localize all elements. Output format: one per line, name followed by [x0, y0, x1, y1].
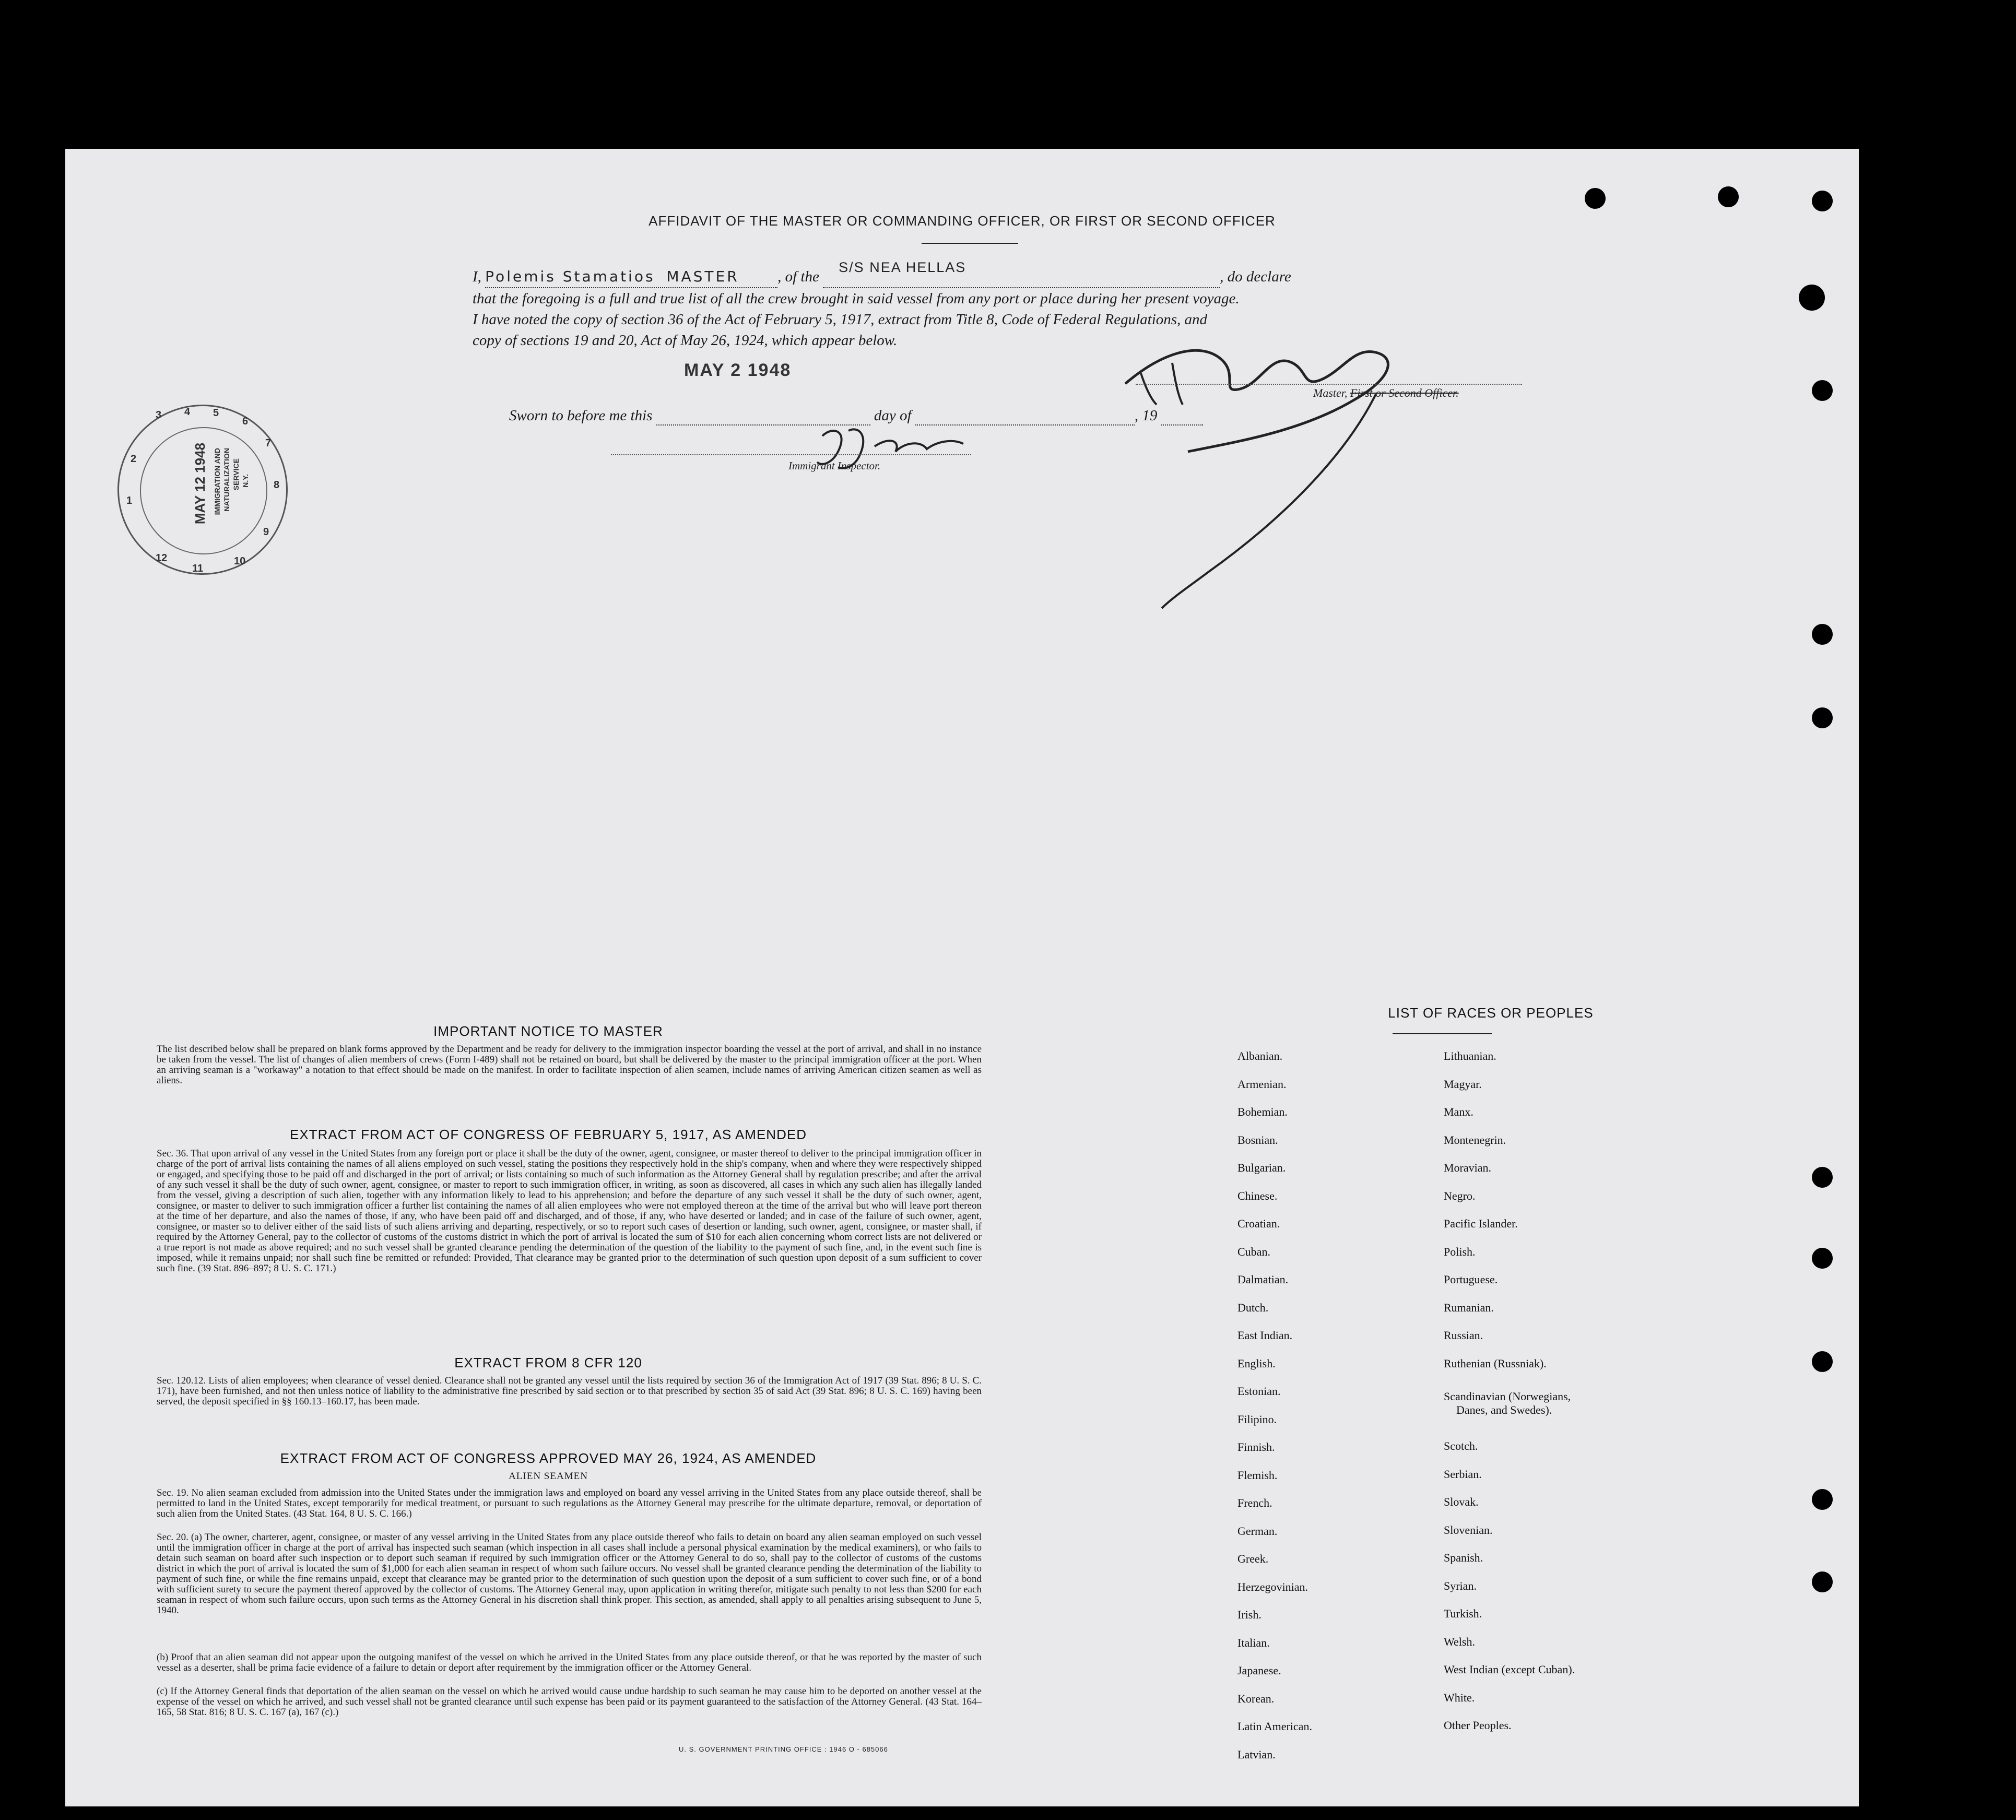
punch-hole: [1812, 380, 1833, 401]
sworn-before-text: Sworn to before me this: [509, 407, 653, 424]
extract-cfr-text: Sec. 120.12. Lists of alien employees; when clearance of vessel denied. Clearance shall not be granted any vessel until the lists required by section 36 of the Immigration Act of 1917 (39 Stat. 896; 8 U. S. C. 171), have been furnished, and not then unless notice of liability to the administrative fine prescribed by said section or to that prescribed by section 35 of said Act (39 Stat. 896; 8 U. S. C. 169) having been served, the deposit specified in §§ 160.13–160.17, has been made.: [157, 1375, 982, 1407]
race-item: Danes, and Swedes).: [1456, 1403, 1552, 1416]
do-declare-text: , do declare: [1220, 268, 1291, 285]
race-item: Polish.: [1444, 1245, 1476, 1258]
races-rule: [1393, 1033, 1492, 1034]
race-item: Portuguese.: [1444, 1273, 1498, 1286]
punch-hole: [1799, 285, 1825, 311]
extract-1917-text: Sec. 36. That upon arrival of any vessel in the United States from any foreign port or place it shall be the duty of the owner, agent, consignee, or master thereof to deliver to the principal immigration officer in charge of the port of arrival lists containing the names of all aliens employed on such vessel, stating the positions they respectively hold in the ship's company, when and where they were respectively shipped or engaged, and specifying those to be paid off and discharged in the port of arrival; or lists containing so much of such information as the Attorney General shall by regulation prescribe; and after the arrival of any such vessel it shall be the duty of such owner, agent, consignee, or master to report to such immigration officer, in writing, as soon as discovered, all cases in which any such alien has illegally landed from the vessel, giving a description of such alien, together with any information likely to lead to his apprehension; and before the departure of any such vessel it shall be the duty of such owner, agent, consignee, or master to deliver to such immigration officer a further list containing the names of all alien employees who were not employed thereon at the time of the arrival but who will leave port thereon at the time of her departure, and also the names of those, if any, who have been paid off and discharged, and of those, if any, who have deserted or landed; and in case of the failure of such owner, agent, consignee, or master so to deliver either of the said lists of such aliens arriving and departing, respectively, or so to report such cases of desertion or landing, such owner, agent, consignee, or master shall, if required by the Attorney General, pay to the collector of customs of the customs district in which the port of arrival is located the sum of $10 for each alien concerning whom correct lists are not delivered or a true report is not made as above required; and no such vessel shall be granted clearance pending the determination of the question of the liability to the payment of such fine, and, in the event such fine is imposed, while it remains unpaid; nor shall such fine be remitted or refunded: Provided, That clearance may be granted prior to the determination of such question upon deposit of a sum sufficient to cover such fine. (39 Stat. 896–897; 8 U. S. C. 171.): [157, 1148, 982, 1274]
race-item: Armenian.: [1237, 1077, 1287, 1091]
race-item: Croatian.: [1237, 1217, 1280, 1230]
race-item: Japanese.: [1237, 1664, 1281, 1677]
immigration-stamp: [117, 405, 288, 575]
punch-hole: [1812, 1489, 1833, 1510]
race-item: Flemish.: [1237, 1468, 1278, 1482]
race-item: Finnish.: [1237, 1440, 1275, 1453]
race-item: English.: [1237, 1356, 1276, 1370]
punch-hole: [1812, 1167, 1833, 1188]
races-right-column: [1444, 1049, 1715, 1747]
stamp-number: 6: [242, 416, 249, 427]
race-item: Montenegrin.: [1444, 1133, 1506, 1147]
stamp-number: 2: [131, 453, 137, 465]
stamp-number: 10: [234, 556, 246, 567]
day-of-text: day of: [874, 407, 912, 424]
punch-hole: [1812, 191, 1833, 211]
year-prefix: , 19: [1134, 407, 1158, 424]
race-item: Estonian.: [1237, 1385, 1281, 1398]
master-rank-handwritten: MASTER: [666, 268, 739, 285]
race-item: Italian.: [1237, 1636, 1270, 1649]
race-item: Korean.: [1237, 1692, 1275, 1705]
race-item: White.: [1444, 1691, 1475, 1704]
race-item: Latin American.: [1237, 1720, 1312, 1733]
race-item: Irish.: [1237, 1608, 1262, 1621]
master-signature-line: [1136, 384, 1522, 385]
stamp-number: 12: [156, 552, 168, 564]
punch-hole: [1812, 1571, 1833, 1592]
race-item: Manx.: [1444, 1105, 1473, 1118]
race-item: West Indian (except Cuban).: [1444, 1663, 1575, 1676]
punch-hole: [1812, 707, 1833, 728]
race-item: Syrian.: [1444, 1579, 1477, 1592]
race-item: Filipino.: [1237, 1412, 1277, 1426]
race-item: Serbian.: [1444, 1467, 1482, 1481]
race-item: Pacific Islander.: [1444, 1217, 1518, 1230]
race-item: Spanish.: [1444, 1551, 1483, 1564]
race-item: Herzegovinian.: [1237, 1580, 1308, 1593]
stamp-line-4: SERVICE: [232, 458, 240, 491]
struck-officer-label: First or Second Officer.: [1350, 386, 1459, 399]
master-signature: [1083, 321, 1423, 697]
race-item: Bohemian.: [1237, 1105, 1288, 1118]
alien-seamen-subheading: ALIEN SEAMEN: [509, 1471, 588, 1482]
race-item: Scotch.: [1444, 1439, 1478, 1452]
notice-heading: IMPORTANT NOTICE TO MASTER: [433, 1023, 663, 1039]
race-item: Latvian.: [1237, 1747, 1276, 1761]
master-label: Master,: [1313, 386, 1348, 399]
title-rule: [922, 243, 1018, 244]
race-item: Negro.: [1444, 1189, 1476, 1202]
race-item: Rumanian.: [1444, 1301, 1494, 1314]
section-20a-text: Sec. 20. (a) The owner, charterer, agent, consignee, or master of any vessel arriving in the United States from any place outside thereof who fails to detain on board any alien seaman employed on such vessel until the immigration officer in charge at the port of arrival has inspected such seaman (which inspection in all cases shall include a personal physical examination by the medical examiners), or who fails to detain such seaman on board after such inspection or to deport such seaman if required by such immigration officer or the Attorney General to do so, shall pay to the collector of customs of the customs district in which the port of arrival is located the sum of $1,000 for each alien seaman in respect of whom such failure occurs. No vessel shall be granted clearance pending the determination of the liability to payment of such fine, or while the fine remains unpaid, except that clearance may be granted prior to the determination of such question upon the deposit of a sum sufficient to cover such fine, or of a bond with sufficient surety to secure the payment thereof approved by the collector of customs. The Attorney General may, upon application in writing therefor, mitigate such penalty to not less than $200 for each seaman in respect of whom such failure occurs, upon such terms as the Attorney General in his discretion shall think proper. This section, as amended, shall apply to all penalties arising subsequent to June 5, 1940.: [157, 1532, 982, 1616]
punch-hole: [1812, 624, 1833, 645]
stamp-number: 4: [184, 406, 191, 418]
section-19-text: Sec. 19. No alien seaman excluded from admission into the United States under the immigration laws and employed on board any vessel arriving in the United States from any place outside thereof, shall be permitted to land in the United States, except temporarily for medical treatment, or pursuant to such regulations as the Attorney General may prescribe for the ultimate departure, removal, or deportation of such alien from the United States. (43 Stat. 164, 8 U. S. C. 166.): [157, 1487, 982, 1519]
section-20c-text: (c) If the Attorney General finds that deportation of the alien seaman on the vessel on which he arrived would cause undue hardship to such seaman he may cause him to be deported on another vessel at the expense of the vessel on which he arrived, and such vessel shall not be granted clearance until such expense has been paid or its payment guaranteed to the satisfaction of the Attorney General. (43 Stat. 164–165, 58 Stat. 816; 8 U. S. C. 167 (a), 167 (c).): [157, 1686, 982, 1718]
vessel-field: [823, 259, 1220, 288]
stamp-number: 1: [126, 495, 133, 506]
stamp-number: 3: [156, 409, 162, 421]
punch-hole: [1812, 1248, 1833, 1269]
race-item: Magyar.: [1444, 1077, 1482, 1091]
stamp-number: 7: [265, 438, 272, 449]
declaration-line-4: copy of sections 19 and 20, Act of May 26, 1924, which appear below.: [473, 332, 898, 349]
stamp-number: 9: [263, 526, 269, 538]
extract-cfr-heading: EXTRACT FROM 8 CFR 120: [454, 1355, 642, 1370]
race-item: Moravian.: [1444, 1161, 1492, 1174]
stamp-line-5: N.Y.: [241, 474, 250, 488]
stamp-number: 5: [213, 407, 219, 419]
printer-footer: U. S. GOVERNMENT PRINTING OFFICE : 1946 O - 685066: [679, 1745, 888, 1753]
races-heading: LIST OF RACES OR PEOPLES: [1388, 1005, 1594, 1021]
race-item: German.: [1237, 1524, 1278, 1538]
section-20b-text: (b) Proof that an alien seaman did not appear upon the outgoing manifest of the vessel on which he arrived in the United States from any place outside thereof, or that he was reported by the master of such vessel as a deserter, shall be prima facie evidence of a failure to detain or deport after requirement by the immigration officer or the Attorney General.: [157, 1652, 982, 1673]
master-name-field: [485, 266, 777, 288]
races-left-column: [1237, 1049, 1436, 1776]
race-item: Slovak.: [1444, 1495, 1479, 1508]
race-item: Other Peoples.: [1444, 1719, 1512, 1732]
declaration-i: I,: [473, 268, 481, 285]
master-name-handwritten: Polemis Stamatios: [485, 268, 655, 285]
race-item: East Indian.: [1237, 1329, 1293, 1342]
race-item: Welsh.: [1444, 1635, 1475, 1648]
race-item: Chinese.: [1237, 1189, 1278, 1202]
sworn-year-field: [1161, 407, 1203, 426]
inspector-label: Immigrant Inspector.: [788, 459, 881, 472]
received-date-stamp: MAY 2 1948: [684, 360, 792, 380]
affidavit-title: AFFIDAVIT OF THE MASTER OR COMMANDING OFFICER, OR FIRST OR SECOND OFFICER: [649, 213, 1276, 229]
punch-hole: [1718, 186, 1739, 207]
vessel-name: S/S NEA HELLAS: [839, 259, 966, 275]
inspector-signature-line: [611, 454, 971, 455]
race-item: Bulgarian.: [1237, 1161, 1286, 1174]
race-item: Russian.: [1444, 1329, 1483, 1342]
race-item: Cuban.: [1237, 1245, 1270, 1258]
race-item: Slovenian.: [1444, 1523, 1493, 1537]
extract-1924-heading: EXTRACT FROM ACT OF CONGRESS APPROVED MAY 26, 1924, AS AMENDED: [280, 1450, 817, 1466]
stamp-date: MAY 12 1948: [192, 443, 208, 525]
punch-hole: [1585, 188, 1606, 209]
declaration-line-2: that the foregoing is a full and true list of all the crew brought in said vessel from any port or place during her present voyage.: [473, 290, 1240, 307]
document-page: [65, 149, 1859, 1806]
of-the-text: , of the: [777, 268, 819, 285]
extract-1917-heading: EXTRACT FROM ACT OF CONGRESS OF FEBRUARY 5, 1917, AS AMENDED: [290, 1127, 807, 1142]
race-item: Dutch.: [1237, 1301, 1269, 1314]
declaration-line-3: I have noted the copy of section 36 of the Act of February 5, 1917, extract from Title 8, Code of Federal Regulations, and: [473, 311, 1208, 328]
stamp-number: 11: [192, 563, 204, 574]
race-item: Lithuanian.: [1444, 1049, 1496, 1062]
race-item: Scandinavian (Norwegians,: [1444, 1390, 1571, 1403]
stamp-line-2: IMMIGRATION AND: [213, 448, 221, 515]
stamp-number: 8: [274, 479, 280, 491]
race-item: Bosnian.: [1237, 1133, 1278, 1147]
race-item: Greek.: [1237, 1552, 1269, 1565]
race-item: Turkish.: [1444, 1607, 1482, 1620]
race-item: Albanian.: [1237, 1049, 1283, 1062]
notice-text: The list described below shall be prepared on blank forms approved by the Department and be ready for delivery to the immigration inspector boarding the vessel at the port of arrival, and shall in no instance be taken from the vessel. The list of changes of alien members of crews (Form I-489) shall not be retained on board, but shall be delivered by the master to the principal immigration officer at the port. When an arriving seaman is a "workaway" a notation to that effect should be made on the manifest. In order to facilitate inspection of alien seamen, include names of arriving American citizen seamen as well as aliens.: [157, 1044, 982, 1086]
race-item: Ruthenian (Russniak).: [1444, 1356, 1547, 1370]
race-item: French.: [1237, 1496, 1272, 1509]
race-item: Dalmatian.: [1237, 1273, 1289, 1286]
master-signature-label: [1313, 386, 1459, 400]
punch-hole: [1812, 1351, 1833, 1372]
stamp-line-3: NATURALIZATION: [222, 448, 231, 512]
